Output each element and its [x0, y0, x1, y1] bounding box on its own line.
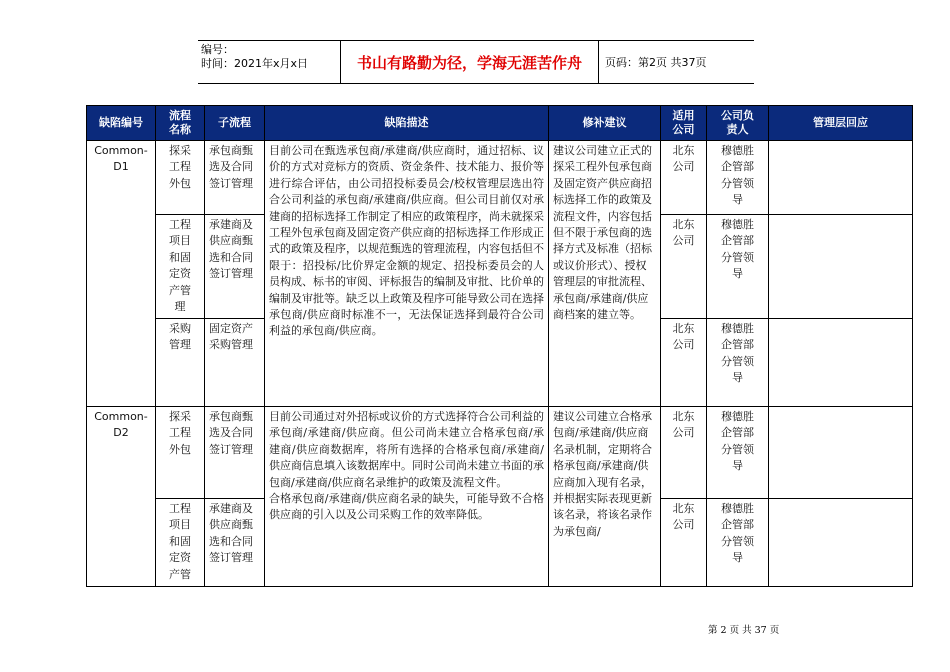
owner-cell: 穆德胜 企管部 分管领 导	[707, 407, 769, 499]
defect-id-cell: Common- D2	[87, 407, 156, 587]
page-footer: 第 2 页 共 37 页	[708, 625, 780, 636]
header-page-info: 页码：第2页 共37页	[605, 56, 707, 69]
col-defect-id-header: 缺陷编号	[87, 106, 156, 141]
owner-cell: 穆德胜 企管部 分管领 导	[707, 499, 769, 587]
owner-cell: 穆德胜 企管部 分管领 导	[707, 319, 769, 407]
recommendation-cell: 建议公司建立合格承包商/承建商/供应商名录机制，定期将合格承包商/承建商/供应商加入现有名录，并根据实际表现更新该名录，将该名录作为承包商/	[549, 407, 661, 587]
process-cell: 探采 工程 外包	[156, 141, 205, 215]
owner-cell: 穆德胜 企管部 分管领 导	[707, 215, 769, 319]
subprocess-cell: 承包商甄 选及合同 签订管理	[205, 407, 265, 499]
header-slogan: 书山有路勤为径，学海无涯苦作舟	[341, 41, 599, 83]
col-company-header: 适用 公司	[661, 106, 707, 141]
response-cell	[769, 407, 913, 499]
table-row	[87, 407, 913, 499]
defect-table	[86, 105, 913, 587]
table-body	[87, 141, 913, 587]
process-cell: 采购 管理	[156, 319, 205, 407]
table-header-row	[87, 106, 913, 141]
response-cell	[769, 215, 913, 319]
company-cell: 北东 公司	[661, 141, 707, 215]
process-cell: 工程 项目 和固 定资 产管 理	[156, 215, 205, 319]
subprocess-cell: 承建商及 供应商甄 选和合同 签订管理	[205, 499, 265, 587]
company-cell: 北东 公司	[661, 215, 707, 319]
process-cell: 探采 工程 外包	[156, 407, 205, 499]
response-cell	[769, 319, 913, 407]
col-description-header: 缺陷描述	[265, 106, 549, 141]
time-label: 时间：2021年x月x日	[201, 57, 309, 70]
page-header	[198, 40, 754, 84]
company-cell: 北东 公司	[661, 319, 707, 407]
description-cell: 目前公司在甄选承包商/承建商/供应商时，通过招标、议价的方式对竞标方的资质、资金条件、技术能力、报价等进行综合评估，由公司招投标委员会/校权管理层选出符合公司利益的承包商/承建商/供应商。但公司目前仅对承建商的招标选择工作制定了相应的政策程序，尚未就探采工程外包承包商及固定资产供应商的招标选择工作形成正式的政策及程序，以规范甄选的管理流程，内容包括但不限于：招投标/比价界定金额的规定、招投标委员会的人员构成、标书的审阅、评标报告的编制及审批、比价单的编制及审批等。缺乏以上政策及程序可能导致公司在选择承包商/供应商时标准不一，无法保证选择到最符合公司利益的承包商/供应商。	[265, 141, 549, 407]
table-row	[87, 141, 913, 215]
process-cell: 工程 项目 和固 定资 产管	[156, 499, 205, 587]
subprocess-cell: 固定资产 采购管理	[205, 319, 265, 407]
response-cell	[769, 499, 913, 587]
col-recommendation-header: 修补建议	[549, 106, 661, 141]
response-cell	[769, 141, 913, 215]
recommendation-cell: 建议公司建立正式的探采工程外包承包商及固定资产供应商招标选择工作的政策及流程文件，内容包括但不限于承包商的选择方式及标准（招标或议价形式）、授权管理层的审批流程、承包商/承建商/供应商档案的建立等。	[549, 141, 661, 407]
col-subprocess-header: 子流程	[205, 106, 265, 141]
company-cell: 北东 公司	[661, 499, 707, 587]
defect-id-cell: Common- D1	[87, 141, 156, 407]
col-process-header: 流程 名称	[156, 106, 205, 141]
col-response-header: 管理层回应	[769, 106, 913, 141]
company-cell: 北东 公司	[661, 407, 707, 499]
description-cell: 目前公司通过对外招标或议价的方式选择符合公司利益的承包商/承建商/供应商。但公司尚未建立合格承包商/承建商/供应商数据库，将所有选择的合格承包商/承建商/供应商信息填入该数据库中。同时公司尚未建立书面的承包商/承建商/供应商名录维护的政策及流程文件。 合格承包商/承建商/供应商名录的缺失，可能导致不合格供应商的引入以及公司采购工作的效率降低。	[265, 407, 549, 587]
serial-label: 编号：	[201, 43, 234, 56]
col-owner-header: 公司负 责人	[707, 106, 769, 141]
subprocess-cell: 承包商甄 选及合同 签订管理	[205, 141, 265, 215]
owner-cell: 穆德胜 企管部 分管领 导	[707, 141, 769, 215]
subprocess-cell: 承建商及 供应商甄 选和合同 签订管理	[205, 215, 265, 319]
header-meta	[198, 41, 341, 83]
